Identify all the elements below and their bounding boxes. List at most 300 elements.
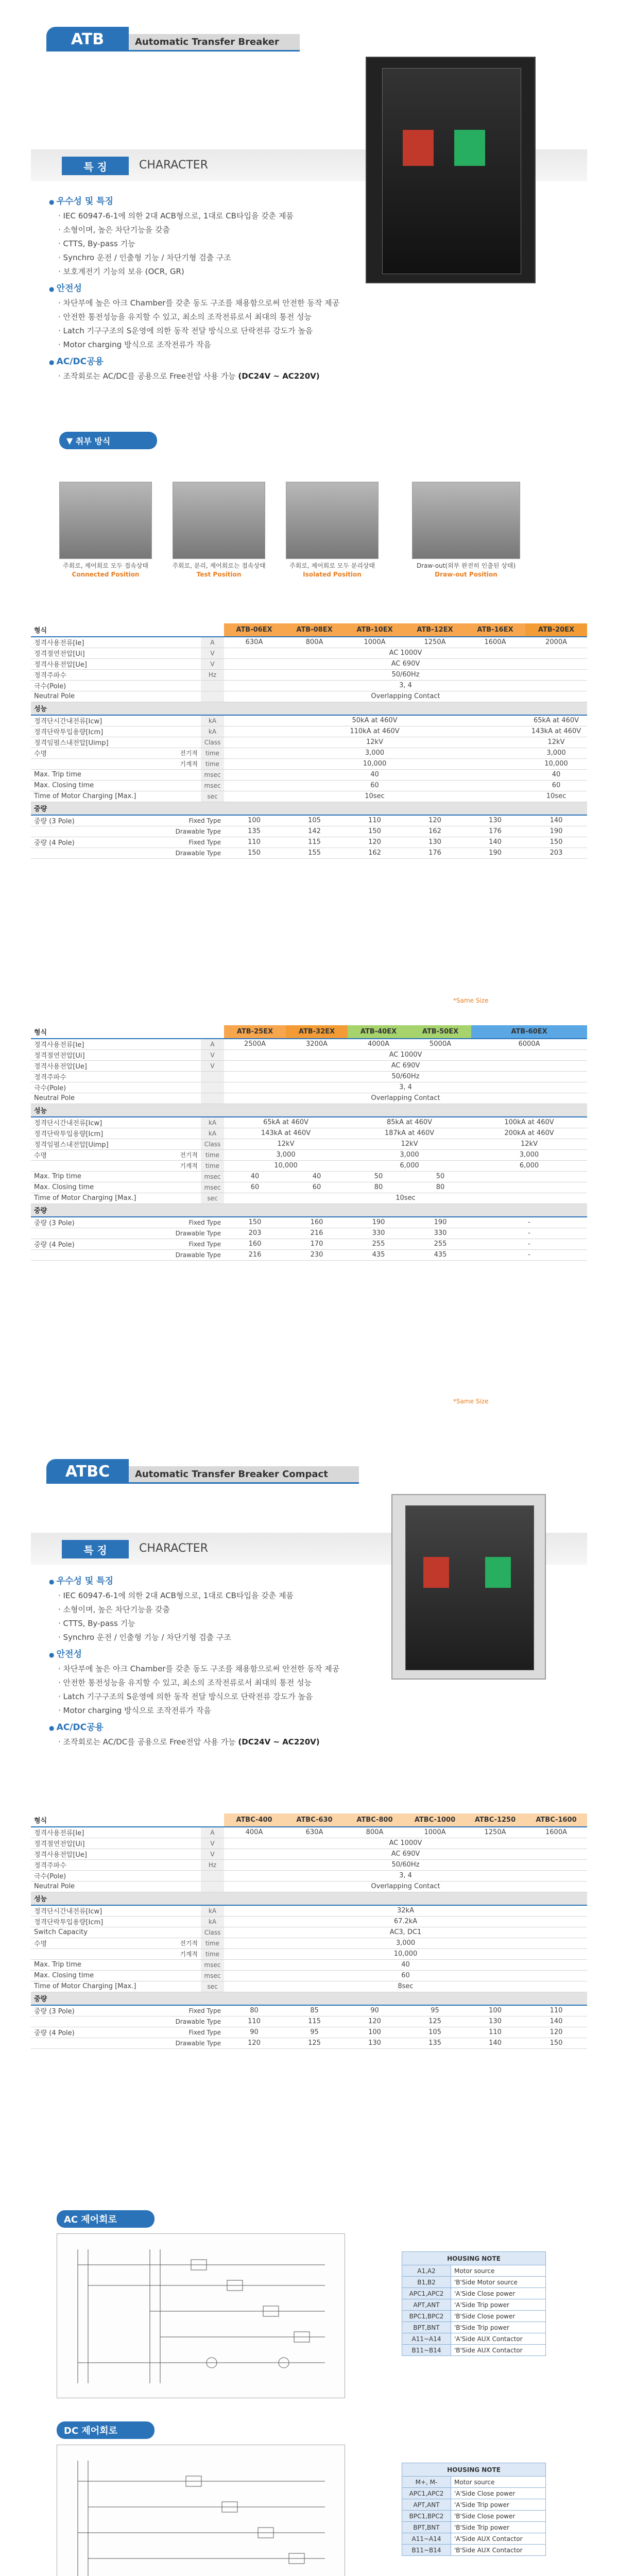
cell: 3,000 [224,1149,348,1160]
atbc-feat-title-3: ● AC/DC공용 [49,1721,339,1735]
table-row [31,1093,587,1104]
row-sublabel: Drawable Type [154,1228,224,1239]
row-sublabel: Fixed Type [154,815,224,826]
cell: 10,000 [224,1948,587,1959]
cell: 90 [345,2005,405,2016]
cell: Overlapping Contact [224,691,587,702]
cell: 110 [465,2027,525,2038]
atb-title: ATB [46,27,129,52]
same-size-note: *Same Size [453,1398,489,1405]
note-value: 'A'Side AUX Contactor [451,2533,546,2545]
position-caption [44,562,167,579]
table-row [31,826,587,837]
table-row [31,1916,587,1927]
ac-housing-note [402,2251,546,2356]
row-unit [201,1071,224,1082]
table-row [31,1117,587,1128]
model-cell: ATB-25EX [224,1025,286,1039]
row-unit [201,1093,224,1104]
cell: 2500A [224,1039,286,1049]
row-sublabel: Fixed Type [154,2027,224,2038]
cell: 135 [224,826,284,837]
row-unit: msec [201,769,224,780]
cell: - [471,1217,587,1228]
note-key: APT,ANT [402,2499,451,2511]
cell: AC3, DC1 [224,1927,587,1938]
row-sublabel: Fixed Type [154,1217,224,1228]
row-label: Neutral Pole [31,1881,201,1892]
drawout-position-image [412,482,520,559]
cell: 143kA at 460V [224,1128,348,1139]
position-caption [157,562,281,579]
atbc-feat-line: · 소형이며, 높은 차단기능을 갖춤 [49,1603,339,1617]
atb-feat-line: · 안전한 통전성능을 유지할 수 있고, 최소의 조작전류로서 최대의 통전 성능 [49,310,339,324]
same-size-note: *Same Size [453,997,489,1004]
atb-feature-en: CHARACTER [139,159,208,172]
section-row [31,802,587,815]
cell: 150 [224,1217,286,1228]
atbc-feat-line: · 차단부에 높은 아크 Chamber를 갖춘 동도 구조를 채용함으로써 안전한 동작 제공 [49,1662,339,1676]
cell: 3,000 [224,748,525,758]
cell: 100kA at 460V [471,1117,587,1128]
row-label: Max. Closing time [31,780,201,791]
cell: 162 [345,848,405,858]
row-label: Max. Trip time [31,1959,201,1970]
row-sublabel: Fixed Type [154,2005,224,2016]
cell: AC 1000V [224,1838,587,1849]
section-title: 중량 [31,1992,587,2005]
table-row [31,1927,587,1938]
cell: 8sec [224,1981,587,1992]
cell: 40 [525,769,587,780]
cell: - [471,1228,587,1239]
row-label: Max. Closing time [31,1970,201,1981]
row-unit: msec [201,1970,224,1981]
row-label: 정격사용전압[Ue] [31,658,201,669]
atbc-feat-line: · Motor charging 방식으로 조작전류가 작음 [49,1704,339,1718]
note-key: A11~A14 [402,2533,451,2545]
atbc-feature-list [49,1571,339,1749]
row-label: 정격임펄스내전압[Uimp] [31,1139,201,1149]
cell: 400A [224,1827,284,1838]
cell: 110 [224,837,284,848]
row-label: 정격단시간내전류[Icw] [31,1117,201,1128]
table-row [31,1071,587,1082]
atb-feat-title-3: ● AC/DC공용 [49,355,339,369]
isolated-position-image [286,482,379,559]
note-value: 'A'Side Trip power [451,2499,546,2511]
cell: 1600A [525,1827,587,1838]
note-row [402,2477,546,2488]
row-label: 정격단락투입용량[Icm] [31,1128,201,1139]
cell: 142 [284,826,345,837]
note-row [402,2333,546,2345]
cell: 100 [465,2005,525,2016]
positions-header: ▼ 취부 방식 [59,432,157,449]
table-row [31,1149,587,1160]
row-sublabel: 전기적 [154,748,201,758]
row-label: Neutral Pole [31,1093,201,1104]
position-ko: 주회로, 분리, 제어회로는 접속상태 [172,562,266,569]
table-row [31,758,587,769]
ac-circuit-svg [57,2234,345,2398]
row-unit: sec [201,1193,224,1204]
row-unit: time [201,1160,224,1171]
atb-subtitle: Automatic Transfer Breaker [129,34,300,52]
cell: 3,000 [348,1149,471,1160]
cell: 1250A [465,1827,525,1838]
cell: 60 [224,1182,286,1193]
note-head: HOUSING NOTE [402,2252,546,2265]
table-row [31,1959,587,1970]
table-row [31,2005,587,2016]
cell: 4000A [348,1039,409,1049]
note-key: BPT,BNT [402,2322,451,2333]
atb-product-image [366,57,536,283]
test-position-image [173,482,265,559]
note-key: BPT,BNT [402,2522,451,2533]
row-unit: msec [201,780,224,791]
dc-housing-note [402,2463,546,2556]
cell: 50/60Hz [224,1071,587,1082]
cell: 160 [224,1239,286,1249]
cell: 10,000 [525,758,587,769]
row-label: 중량 (4 Pole) [31,2027,154,2038]
row-label: 정격단시간내전류[Icw] [31,1905,201,1916]
cell: 255 [348,1239,409,1249]
table-head-cell: 형식 [31,1814,154,1827]
dc-circuit-svg [57,2445,345,2576]
section-title: 성능 [31,702,587,715]
table-row [31,837,587,848]
model-cell: ATB-06EX [224,623,284,637]
model-cell: ATBC-1000 [405,1814,465,1827]
atbc-header [31,1448,587,1484]
row-label: 정격절연전압[Ui] [31,1049,201,1060]
note-row [402,2277,546,2288]
atb-feat-line: · 차단부에 높은 아크 Chamber를 갖춘 동도 구조를 채용함으로써 안전한 동작 제공 [49,296,339,310]
atb-feat-line: · 보호계전기 기능의 보유 (OCR, GR) [49,265,339,279]
cell: Overlapping Contact [224,1881,587,1892]
table-row [31,1948,587,1959]
cell: 120 [345,837,405,848]
cell: - [471,1249,587,1260]
cell: 50kA at 460V [224,715,525,726]
note-value: 'B'Side AUX Contactor [451,2345,546,2356]
atb-feat-line: · IEC 60947-6-1에 의한 2대 ACB형으로, 1대로 CB타입을 갖춘 제품 [49,209,339,223]
note-value: 'B'Side Trip power [451,2522,546,2533]
note-row [402,2545,546,2556]
cell: 40 [286,1171,348,1182]
atbc-feat-title-1: ● 우수성 및 특징 [49,1574,339,1589]
row-unit: Class [201,1927,224,1938]
cell: 630A [284,1827,345,1838]
cell: 150 [525,2038,587,2048]
row-unit: time [201,1938,224,1948]
row-unit: Hz [201,669,224,680]
row-unit: msec [201,1182,224,1193]
position-en: Draw-out Position [435,571,497,578]
cell: 3,000 [224,1938,587,1948]
cell: 60 [286,1182,348,1193]
section-title: 성능 [31,1104,587,1117]
row-unit: A [201,1039,224,1049]
row-unit: sec [201,791,224,802]
table-row [31,1938,587,1948]
row-unit: V [201,1838,224,1849]
note-row [402,2299,546,2311]
cell: 95 [405,2005,465,2016]
row-unit: kA [201,1128,224,1139]
atb-spec-table-2 [31,1025,587,1261]
table-row [31,1217,587,1228]
row-unit: V [201,1849,224,1859]
cell: 65kA at 460V [525,715,587,726]
row-label: 정격단시간내전류[Icw] [31,715,201,726]
note-value: 'A'Side Close power [451,2488,546,2499]
row-unit [201,691,224,702]
dc-circuit-diagram [57,2445,345,2576]
atb-feat-line: · 소형이며, 높은 차단기능을 갖춤 [49,223,339,237]
row-label: 정격절연전압[Ui] [31,648,201,658]
cell: 160 [286,1217,348,1228]
note-row [402,2522,546,2533]
table-row [31,637,587,648]
note-key: B1,B2 [402,2277,451,2288]
cell: 155 [284,848,345,858]
cell: 60 [224,780,525,791]
note-key: APC1,APC2 [402,2288,451,2299]
position-en: Test Position [196,571,242,578]
cell: Overlapping Contact [224,1093,587,1104]
cell: 60 [525,780,587,791]
position-ko: 주회로, 제어회로 모두 접속상태 [63,562,148,569]
table-row [31,1881,587,1892]
row-unit [201,680,224,691]
cell: 50/60Hz [224,669,587,680]
cell: 6,000 [348,1160,471,1171]
cell: 190 [525,826,587,837]
cell: 150 [345,826,405,837]
row-unit: V [201,1060,224,1071]
cell: 170 [286,1239,348,1249]
cell: 2000A [525,637,587,648]
cell: 32kA [224,1905,587,1916]
section-row [31,1892,587,1905]
note-value: 'B'Side Motor source [451,2277,546,2288]
table-row [31,1160,587,1171]
table-row [31,1970,587,1981]
note-value: Motor source [451,2265,546,2277]
atbc-subtitle: Automatic Transfer Breaker Compact [129,1466,359,1484]
table-head-cell: 형식 [31,1025,154,1039]
cell: 10sec [224,791,525,802]
row-sublabel: Fixed Type [154,1239,224,1249]
section-row [31,1104,587,1117]
row-label: 극수(Pole) [31,680,201,691]
table-row [31,1859,587,1870]
model-cell: ATB-16EX [465,623,525,637]
row-unit: A [201,1827,224,1838]
row-unit: Hz [201,1859,224,1870]
atbc-feat-line: · Latch 기구구조의 S운영에 의한 동작 전달 방식으로 단락전류 강도가 높음 [49,1690,339,1704]
row-label: 극수(Pole) [31,1082,201,1093]
cell: 135 [405,2038,465,2048]
table-row [31,715,587,726]
cell: 203 [224,1228,286,1239]
atbc-feat-voltage: (DC24V ~ AC220V) [238,1737,320,1747]
atb-feat-line: · CTTS, By-pass 기능 [49,237,339,251]
row-sublabel: 기계적 [154,1160,201,1171]
cell: 140 [525,2016,587,2027]
cell: 630A [224,637,284,648]
cell: 40 [224,769,525,780]
note-head: HOUSING NOTE [402,2463,546,2477]
row-unit [201,1881,224,1892]
table-row [31,848,587,858]
note-value: 'B'Side Close power [451,2311,546,2322]
model-cell: ATB-10EX [345,623,405,637]
note-row [402,2265,546,2277]
cell: 80 [409,1182,471,1193]
position-caption [404,562,528,579]
cell: 1000A [405,1827,465,1838]
table-row [31,1981,587,1992]
row-label: 중량 (4 Pole) [31,1239,154,1249]
position-en: Connected Position [72,571,140,578]
table-row [31,1849,587,1859]
model-cell: ATBC-1600 [525,1814,587,1827]
table-row [31,658,587,669]
cell: 216 [224,1249,286,1260]
cell: 65kA at 460V [224,1117,348,1128]
cell: 1250A [405,637,465,648]
table-row [31,1128,587,1139]
row-label: 정격사용전류[Ie] [31,637,201,648]
note-row [402,2533,546,2545]
cell: 330 [409,1228,471,1239]
cell: AC 690V [224,1060,587,1071]
atbc-spec-table [31,1814,587,2049]
cell: 85 [284,2005,345,2016]
cell: AC 690V [224,658,587,669]
atb-feat-line: · Latch 기구구조의 S운영에 의한 동작 전달 방식으로 단락전류 강도가 높음 [49,324,339,338]
cell: 120 [405,815,465,826]
table-row [31,2027,587,2038]
cell: 435 [348,1249,409,1260]
section-row [31,702,587,715]
positions-title: 취부 방식 [75,436,111,446]
cell: 110 [224,2016,284,2027]
table-head-row [31,1025,587,1039]
position-en: Isolated Position [303,571,362,578]
cell: 115 [284,837,345,848]
position-ko: 주회로, 제어회로 모두 분리상태 [289,562,375,569]
cell: 140 [465,2038,525,2048]
cell: 1000A [345,637,405,648]
atbc-feature-en: CHARACTER [139,1542,208,1555]
row-label: 정격주파수 [31,1071,201,1082]
row-unit: msec [201,1171,224,1182]
row-unit: V [201,648,224,658]
row-label: 정격사용전류[Ie] [31,1039,201,1049]
table-row [31,791,587,802]
atbc-feat-text: 조작회로는 AC/DC를 공용으로 Free전압 사용 가능 [63,1737,238,1747]
atb-feature-list [49,192,339,383]
model-cell: ATB-12EX [405,623,465,637]
row-label: 수명 [31,748,154,758]
table-row [31,1060,587,1071]
cell: 6,000 [471,1160,587,1171]
cell: 3200A [286,1039,348,1049]
cell: 10sec [525,791,587,802]
note-value: 'B'Side AUX Contactor [451,2545,546,2556]
row-label: 중량 (3 Pole) [31,1217,154,1228]
atbc-feature-label: 특 징 [62,1540,129,1558]
cell: 12kV [348,1139,471,1149]
row-unit: kA [201,1905,224,1916]
cell: 110 [345,815,405,826]
cell: 130 [465,815,525,826]
cell: 3,000 [471,1149,587,1160]
row-label: 정격절연전압[Ui] [31,1838,201,1849]
cell: 3, 4 [224,1082,587,1093]
table-row [31,815,587,826]
row-label: 중량 (3 Pole) [31,2005,154,2016]
cell: 5000A [409,1039,471,1049]
table-row [31,748,587,758]
model-cell: ATB-40EX [348,1025,409,1039]
cell: 125 [405,2016,465,2027]
cell: 60 [224,1970,587,1981]
ac-circuit-title [57,2210,154,2228]
atbc-feat-line [49,1735,339,1749]
table-row [31,769,587,780]
cell: 90 [224,2027,284,2038]
cell: AC 1000V [224,648,587,658]
row-label: 정격사용전압[Ue] [31,1849,201,1859]
row-unit: V [201,658,224,669]
row-label: 정격단락투입용량[Icm] [31,1916,201,1927]
cell: 176 [465,826,525,837]
note-key: APT,ANT [402,2299,451,2311]
model-cell: ATBC-1250 [465,1814,525,1827]
row-label: 수명 [31,1938,154,1948]
row-label: 중량 (4 Pole) [31,837,154,848]
cell: 120 [224,2038,284,2048]
table-row [31,669,587,680]
cell: 100 [345,2027,405,2038]
atbc-feat-line: · CTTS, By-pass 기능 [49,1617,339,1631]
table-row [31,1228,587,1239]
cell: 150 [525,837,587,848]
row-unit: kA [201,1117,224,1128]
model-cell: ATB-08EX [284,623,345,637]
cell: 80 [348,1182,409,1193]
section-title: 성능 [31,1892,587,1905]
atb-feat-line [49,369,339,383]
cell: 40 [224,1959,587,1970]
row-sublabel: 전기적 [154,1149,201,1160]
cell: 3,000 [525,748,587,758]
model-cell: ATB-32EX [286,1025,348,1039]
cell: 200kA at 460V [471,1128,587,1139]
row-sublabel: Drawable Type [154,2016,224,2027]
row-unit: kA [201,726,224,737]
table-row [31,2016,587,2027]
row-label: 정격사용전압[Ue] [31,1060,201,1071]
cell: 12kV [224,1139,348,1149]
